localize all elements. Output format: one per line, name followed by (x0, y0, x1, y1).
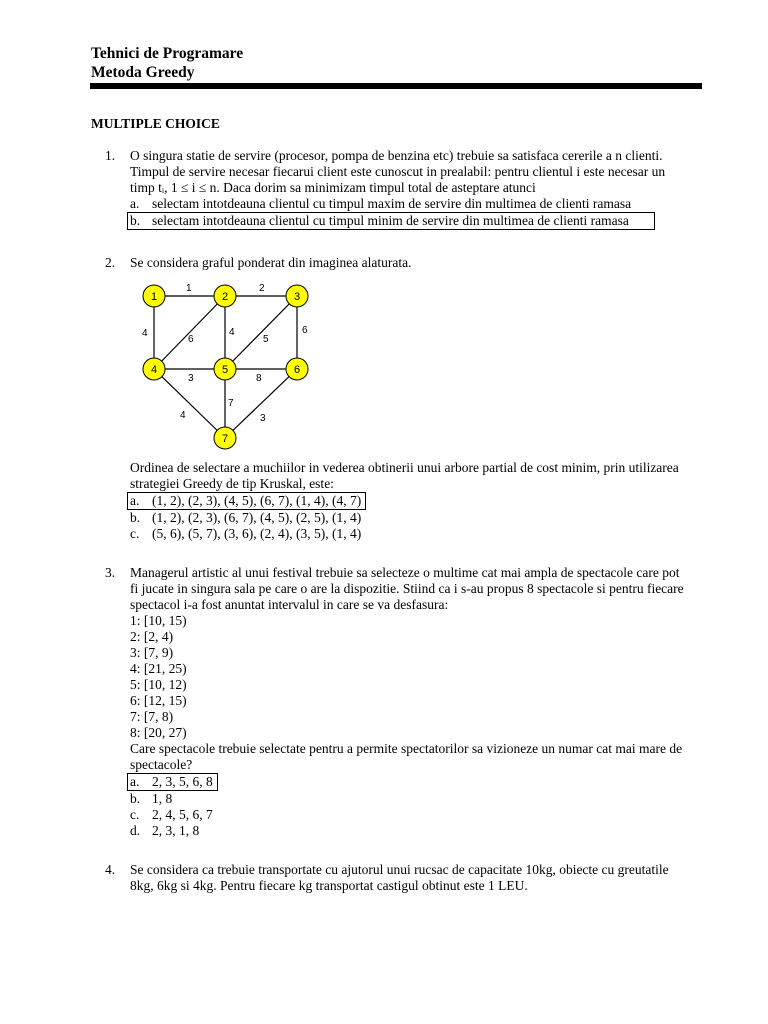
question-text-line: spectacol i-a fost anuntat intervalul in care se va desfasura: (130, 597, 449, 612)
option-c[interactable] (130, 807, 690, 823)
topic-title: Metoda Greedy (91, 64, 195, 81)
option-text: 2, 4, 5, 6, 7 (152, 807, 213, 822)
question-text-line: timp tᵢ, 1 ≤ i ≤ n. Daca dorim sa minimizam timpul total de asteptare atunci (130, 180, 536, 195)
option-letter: b. (130, 791, 141, 806)
node-label-7: 7 (221, 433, 229, 445)
weight-2-4: 6 (188, 334, 194, 345)
interval-item: 3: [7, 9) (130, 645, 174, 660)
option-text: 1, 8 (152, 791, 173, 806)
node-label-2: 2 (221, 291, 229, 303)
course-title: Tehnici de Programare (91, 45, 244, 62)
option-letter: a. (130, 196, 140, 211)
edge-2-4 (154, 296, 225, 369)
option-c[interactable] (130, 526, 690, 542)
question-text-line: Se considera ca trebuie transportate cu ajutorul unui rucsac de capacitate 10kg, obiecte cu greutatile (130, 862, 669, 877)
question-number: 4. (105, 862, 116, 877)
question-text-line: 8kg, 6kg si 4kg. Pentru fiecare kg transportat castigul obtinut este 1 LEU. (130, 878, 528, 893)
node-label-1: 1 (150, 291, 158, 303)
node-label-3: 3 (293, 291, 301, 303)
question-number: 2. (105, 255, 116, 270)
option-letter: c. (130, 526, 140, 541)
weight-1-2: 1 (186, 283, 192, 294)
option-letter: b. (130, 510, 141, 525)
option-a-selected[interactable] (130, 773, 690, 791)
answer-box (127, 492, 366, 510)
weight-3-6: 6 (302, 325, 308, 336)
interval-item: 4: [21, 25) (130, 661, 187, 676)
question-text-line: Se considera graful ponderat din imaginea alaturata. (130, 255, 412, 270)
question-text-line: O singura statie de servire (procesor, pompa de benzina etc) trebuie sa satisfaca cererile a n clienti. (130, 148, 663, 163)
question-text-line: Care spectacole trebuie selectate pentru a permite spectatorilor sa vizioneze un numar cat mai mare de (130, 741, 683, 756)
question-text-line: fi jucate in singura sala pe care o are la dispozitie. Stiind ca i s-au propus 8 spectacole si pentru fiecare (130, 581, 684, 596)
option-b[interactable] (130, 791, 690, 807)
weighted-graph (130, 277, 330, 457)
question-number: 3. (105, 565, 116, 580)
weight-2-5: 4 (229, 327, 235, 338)
weight-1-4: 4 (142, 328, 148, 339)
option-text: 2, 3, 5, 6, 8 (152, 774, 213, 789)
node-label-5: 5 (221, 364, 229, 376)
section-title: MULTIPLE CHOICE (91, 116, 220, 131)
option-a-selected[interactable] (130, 492, 690, 510)
edge-3-5 (225, 296, 297, 369)
option-b[interactable] (130, 510, 690, 526)
weight-4-5: 3 (188, 373, 194, 384)
document-header (91, 44, 243, 82)
interval-item: 6: [12, 15) (130, 693, 187, 708)
option-text: (1, 2), (2, 3), (6, 7), (4, 5), (2, 5), (1, 4) (152, 510, 362, 525)
option-b-selected[interactable] (130, 212, 690, 230)
question-text-line: strategiei Greedy de tip Kruskal, este: (130, 476, 334, 491)
option-d[interactable] (130, 823, 690, 839)
option-letter: a. (130, 774, 140, 789)
answer-box (127, 212, 655, 230)
option-letter: d. (130, 823, 141, 838)
option-text: 2, 3, 1, 8 (152, 823, 200, 838)
option-a[interactable] (130, 196, 690, 212)
node-label-6: 6 (293, 364, 301, 376)
header-rule (90, 83, 702, 89)
question-text-line: Ordinea de selectare a muchiilor in vederea obtinerii unui arbore partial de cost minim, prin utilizarea (130, 460, 679, 475)
question-text-line: Timpul de servire necesar fiecarui client este cunoscut in prealabil: pentru clientul i este necesar un (130, 164, 666, 179)
option-letter: a. (130, 493, 140, 508)
weight-6-7: 3 (260, 413, 266, 424)
node-label-4: 4 (150, 364, 158, 376)
option-text: selectam intotdeauna clientul cu timpul maxim de servire din multimea de clienti ramasa (152, 196, 632, 211)
interval-item: 7: [7, 8) (130, 709, 174, 724)
interval-item: 1: [10, 15) (130, 613, 187, 628)
question-text-line: Managerul artistic al unui festival trebuie sa selecteze o multime cat mai ampla de spectacole care pot (130, 565, 680, 580)
option-letter: b. (130, 213, 141, 228)
option-letter: c. (130, 807, 140, 822)
weight-5-7: 7 (228, 398, 234, 409)
weight-5-6: 8 (256, 373, 262, 384)
weight-3-5: 5 (263, 334, 269, 345)
question-number: 1. (105, 148, 116, 163)
option-text: (5, 6), (5, 7), (3, 6), (2, 4), (3, 5), (1, 4) (152, 526, 362, 541)
interval-item: 8: [20, 27) (130, 725, 187, 740)
answer-box (127, 773, 218, 791)
option-text: selectam intotdeauna clientul cu timpul minim de servire din multimea de clienti ramasa (152, 213, 629, 228)
interval-item: 5: [10, 12) (130, 677, 187, 692)
interval-item: 2: [2, 4) (130, 629, 174, 644)
weight-2-3: 2 (259, 283, 265, 294)
question-text-line: spectacole? (130, 757, 193, 772)
option-text: (1, 2), (2, 3), (4, 5), (6, 7), (1, 4), (4, 7) (152, 493, 362, 508)
weight-4-7: 4 (180, 410, 186, 421)
